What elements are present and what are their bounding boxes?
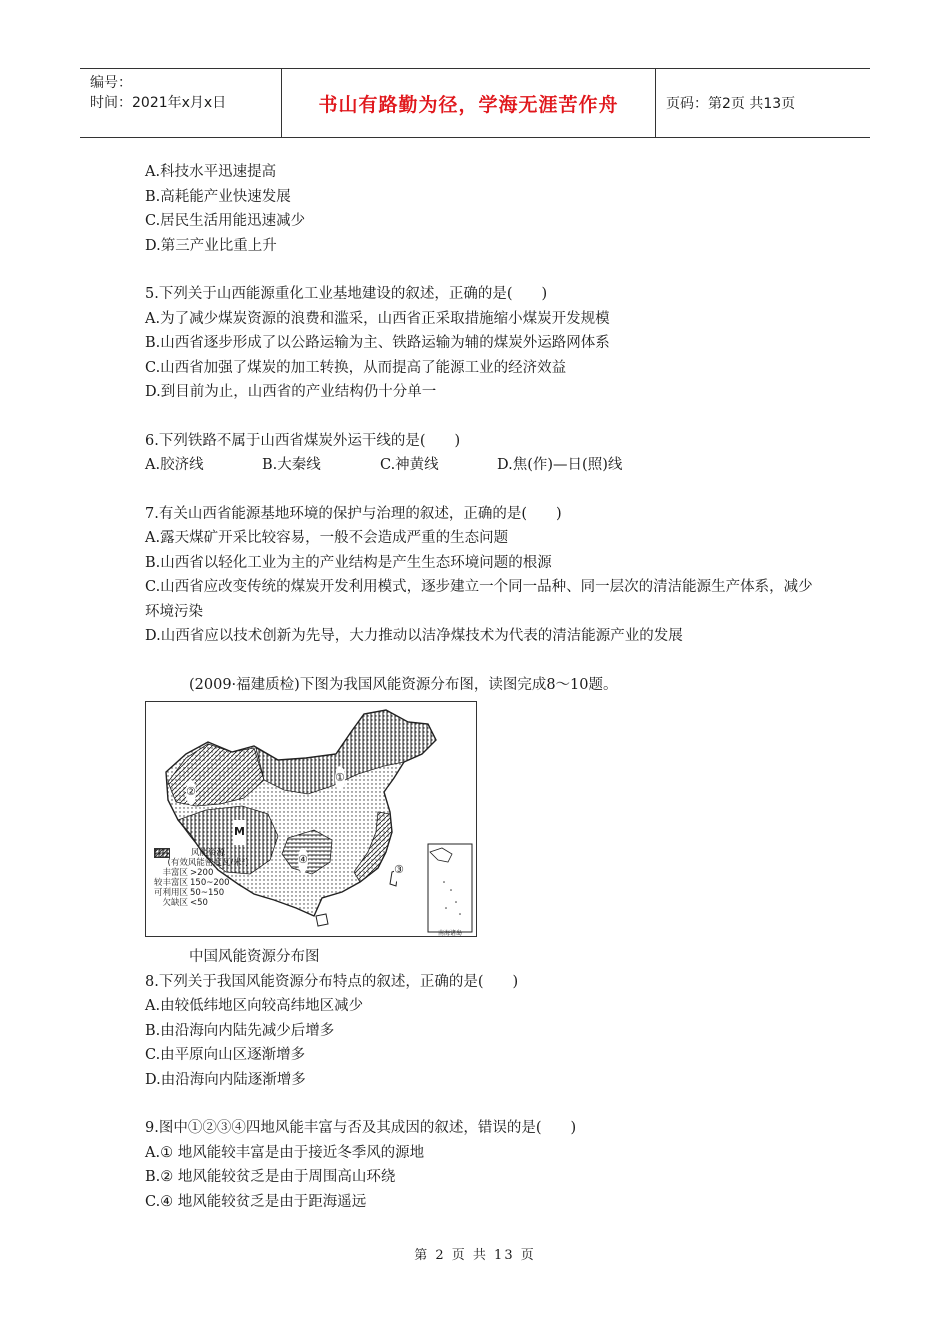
legend-subtitle: (有效风能密度瓦/米²) (167, 858, 249, 868)
q6-options (145, 453, 825, 478)
header-motto-cell (282, 69, 656, 137)
map-intro: (2009·福建质检)下图为我国风能资源分布图，读图完成8～10题。 (189, 676, 618, 693)
header-motto: 书山有路勤为径，学海无涯苦作舟 (318, 93, 619, 116)
marker-2: ② (186, 780, 196, 805)
q7-option-d: D.山西省应以技术创新为先导，大力推动以洁净煤技术为代表的清洁能源产业的发展 (145, 628, 683, 644)
q4-option-d: D.第三产业比重上升 (145, 237, 277, 254)
marker-4: ④ (298, 848, 308, 873)
q6-option-c: C.神黄线 (380, 457, 439, 473)
legend-value: >200 (190, 868, 214, 878)
inset-island-3 (455, 901, 457, 903)
q6-option-b: B.大秦线 (262, 457, 321, 473)
page-header (80, 68, 870, 138)
legend-title: 风能资源 (190, 848, 225, 858)
header-meta (80, 69, 282, 137)
q7-option-c: C.山西省应改变传统的煤炭开发利用模式，逐步建立一个同一品种、同一层次的清洁能源生产体系，减少环境污染 (145, 579, 813, 620)
q6-stem: 6.下列铁路不属于山西省煤炭外运干线的是( ) (145, 432, 461, 449)
legend-row (154, 868, 262, 878)
q9-option-b: B.② 地风能较贫乏是由于周围高山环绕 (145, 1169, 396, 1185)
inset-island-2 (450, 889, 452, 891)
inset-island-4 (445, 907, 447, 909)
map-caption: 中国风能资源分布图 (189, 949, 320, 965)
q8-stem: 8.下列关于我国风能资源分布特点的叙述，正确的是( ) (145, 973, 519, 990)
q8-option-c: C.由平原向山区逐渐增多 (145, 1047, 306, 1063)
page-label: 页码：第2页 共13页 (666, 96, 796, 112)
question-7 (145, 502, 825, 649)
marker-1: ① (335, 766, 345, 791)
q4-option-b: B.高耗能产业快速发展 (145, 188, 291, 205)
legend-value: 150~200 (190, 878, 230, 888)
legend-row (154, 898, 262, 908)
q7-option-b: B.山西省以轻化工业为主的产业结构是产生生态环境问题的根源 (145, 554, 552, 571)
q5-option-a: A.为了减少煤炭资源的浪费和滥采，山西省正采取措施缩小煤炭开发规模 (145, 310, 610, 327)
hainan-island (316, 914, 328, 926)
q9-stem: 9.图中①②③④四地风能丰富与否及其成因的叙述，错误的是( ) (145, 1120, 577, 1136)
q6-option-a: A.胶济线 (145, 457, 204, 473)
q4-option-a: A.科技水平迅速提高 (145, 164, 277, 180)
q9-option-c: C.④ 地风能较贫乏是由于距海遥远 (145, 1193, 367, 1210)
map-legend (154, 848, 262, 908)
wind-energy-map (145, 701, 477, 937)
q5-option-b: B.山西省逐步形成了以公路运输为主、铁路运输为辅的煤炭外运路网体系 (145, 335, 610, 351)
q8-option-b: B.由沿海向内陆先减少后增多 (145, 1022, 335, 1039)
legend-value: 50~150 (190, 888, 225, 898)
legend-name: 较丰富区 (154, 878, 189, 888)
label-m: M (234, 820, 245, 845)
q7-option-a: A.露天煤矿开采比较容易，一般不会造成严重的生态问题 (145, 530, 509, 546)
time-label: 时间：2021年x月x日 (90, 95, 227, 111)
document-body (145, 160, 825, 1214)
legend-swatch-poor (154, 848, 170, 858)
page-footer: 第 2 页 共 13 页 (414, 1248, 536, 1263)
q5-option-c: C.山西省加强了煤炭的加工转换，从而提高了能源工业的经济效益 (145, 359, 567, 376)
legend-name: 丰富区 (162, 868, 188, 878)
number-label: 编号： (90, 75, 132, 91)
inset-island-1 (443, 881, 445, 883)
q5-stem: 5.下列关于山西能源重化工业基地建设的叙述，正确的是( ) (145, 286, 548, 302)
question-5 (145, 282, 825, 405)
q5-option-d: D.到目前为止，山西省的产业结构仍十分单一 (145, 384, 437, 400)
q6-option-d: D.焦(作)—日(照)线 (497, 457, 623, 473)
legend-row (154, 878, 262, 888)
inset-island-5 (459, 913, 461, 915)
marker-3: ③ (394, 858, 404, 883)
q8-option-a: A.由较低纬地区向较高纬地区减少 (145, 998, 364, 1014)
question-6 (145, 429, 825, 478)
q8-option-d: D.由沿海向内陆逐渐增多 (145, 1071, 306, 1088)
header-page-cell (656, 69, 870, 137)
q4-options (145, 160, 825, 258)
q7-stem: 7.有关山西省能源基地环境的保护与治理的叙述，正确的是( ) (145, 505, 562, 522)
question-8 (145, 970, 825, 1093)
question-9 (145, 1116, 825, 1214)
q9-option-a: A.① 地风能较丰富是由于接近冬季风的源地 (145, 1144, 425, 1161)
legend-name: 可利用区 (154, 888, 189, 898)
inset-label: 南海诸岛 (438, 930, 463, 937)
legend-row (154, 888, 262, 898)
legend-value: <50 (190, 898, 208, 908)
legend-name: 欠缺区 (162, 898, 188, 908)
q4-option-c: C.居民生活用能迅速减少 (145, 213, 306, 229)
